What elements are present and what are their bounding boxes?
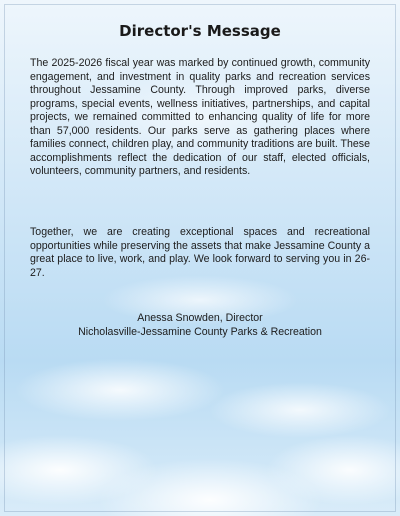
- page-title: Director's Message: [119, 22, 281, 40]
- message-paragraph-1: The 2025-2026 fiscal year was marked by continued growth, community engagement, and investment in quality parks and recreation services throughout Jessamine County. Through improved parks, diverse programs, special events, wellness initiatives, partnerships, and capital projects, we remained committed to enhancing quality of life for more than 57,000 residents. Our parks serve as gathering places where families connect, children play, and community traditions are built. These accomplishments reflect the dedication of our staff, elected officials, volunteers, community partners, and residents.: [30, 57, 370, 177]
- signature-organization: Nicholasville-Jessamine County Parks & Recreation: [78, 326, 322, 338]
- message-paragraph-2: Together, we are creating exceptional spaces and recreational opportunities while preserving the assets that make Jessamine County a great place to live, work, and play. We look forward to serving you in 26-27.: [30, 226, 370, 279]
- signature-name: Anessa Snowden, Director: [137, 312, 263, 324]
